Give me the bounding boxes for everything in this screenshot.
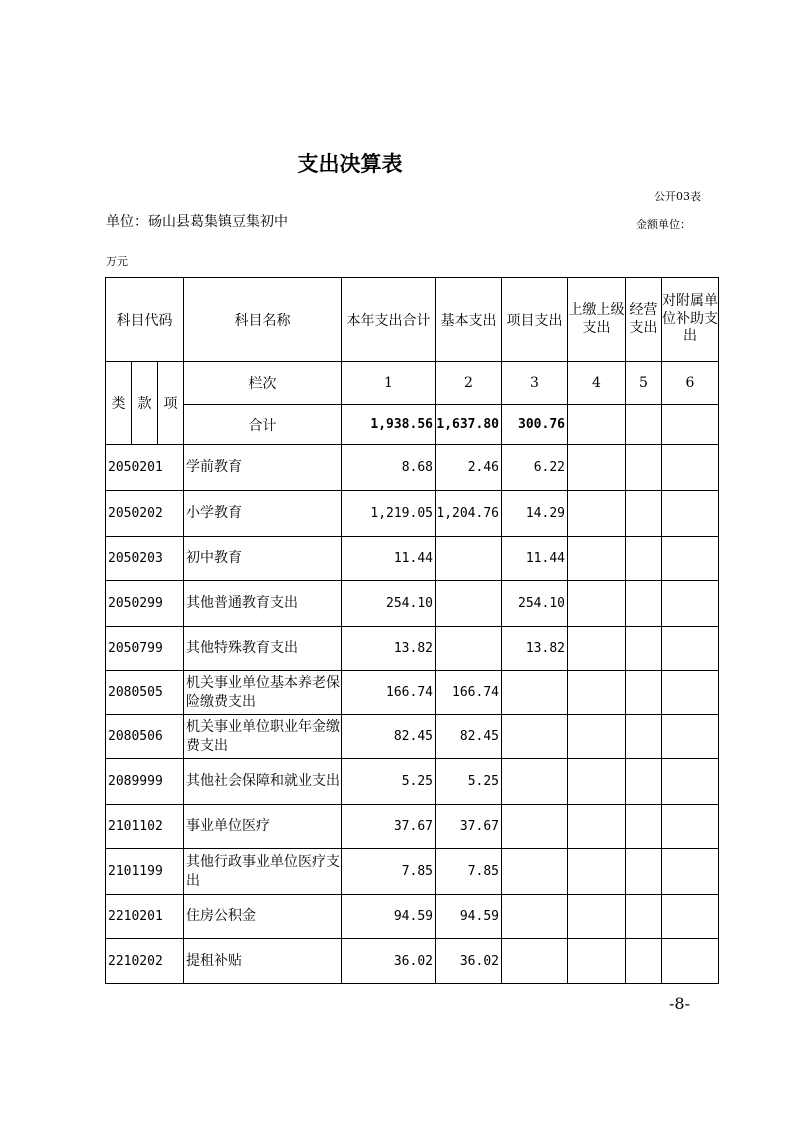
row-subsidy xyxy=(662,671,719,715)
row-project xyxy=(502,805,568,849)
table-row xyxy=(106,537,719,581)
row-operating xyxy=(626,759,662,805)
sum-label: 合计 xyxy=(184,405,342,445)
row-operating xyxy=(626,805,662,849)
row-upper xyxy=(568,627,626,671)
row-project: 14.29 xyxy=(502,491,568,537)
header-code: 科目代码 xyxy=(106,278,184,362)
row-project xyxy=(502,849,568,895)
row-basic xyxy=(436,537,502,581)
header-subsidy: 对附属单位补助支出 xyxy=(662,278,719,362)
row-operating xyxy=(626,491,662,537)
row-code: 2089999 xyxy=(106,759,184,805)
row-total: 82.45 xyxy=(342,715,436,759)
row-basic: 7.85 xyxy=(436,849,502,895)
table-row xyxy=(106,491,719,537)
row-subsidy xyxy=(662,759,719,805)
row-name: 提租补贴 xyxy=(184,939,342,984)
row-total: 7.85 xyxy=(342,849,436,895)
row-name: 事业单位医疗 xyxy=(184,805,342,849)
row-subsidy xyxy=(662,805,719,849)
row-code: 2050202 xyxy=(106,491,184,537)
row-project xyxy=(502,895,568,939)
row-operating xyxy=(626,445,662,491)
header-name: 科目名称 xyxy=(184,278,342,362)
row-operating xyxy=(626,671,662,715)
row-project: 13.82 xyxy=(502,627,568,671)
row-code: 2050201 xyxy=(106,445,184,491)
table-row xyxy=(106,849,719,895)
row-basic xyxy=(436,581,502,627)
row-upper xyxy=(568,671,626,715)
row-upper xyxy=(568,537,626,581)
row-upper xyxy=(568,849,626,895)
column-number-label: 栏次 xyxy=(184,362,342,405)
table-row xyxy=(106,445,719,491)
row-code: 2210202 xyxy=(106,939,184,984)
header-project: 项目支出 xyxy=(502,278,568,362)
row-basic: 5.25 xyxy=(436,759,502,805)
row-subsidy xyxy=(662,895,719,939)
row-name: 学前教育 xyxy=(184,445,342,491)
row-basic: 2.46 xyxy=(436,445,502,491)
row-project xyxy=(502,671,568,715)
row-project: 254.10 xyxy=(502,581,568,627)
row-code: 2101199 xyxy=(106,849,184,895)
header-total: 本年支出合计 xyxy=(342,278,436,362)
row-subsidy xyxy=(662,715,719,759)
col-number-5: 5 xyxy=(626,362,662,405)
row-operating xyxy=(626,939,662,984)
sum-project: 300.76 xyxy=(502,405,568,445)
col-number-2: 2 xyxy=(436,362,502,405)
row-name: 初中教育 xyxy=(184,537,342,581)
sum-operating xyxy=(626,405,662,445)
table-row xyxy=(106,805,719,849)
row-operating xyxy=(626,849,662,895)
amount-unit-value: 万元 xyxy=(106,255,128,268)
row-total: 5.25 xyxy=(342,759,436,805)
sum-basic: 1,637.80 xyxy=(436,405,502,445)
row-upper xyxy=(568,715,626,759)
table-row xyxy=(106,895,719,939)
row-subsidy xyxy=(662,445,719,491)
row-total: 13.82 xyxy=(342,627,436,671)
row-code: 2050203 xyxy=(106,537,184,581)
col-number-6: 6 xyxy=(662,362,719,405)
amount-unit-label: 金额单位： xyxy=(636,218,691,231)
row-name: 其他行政事业单位医疗支出 xyxy=(184,849,342,895)
row-code: 2050299 xyxy=(106,581,184,627)
row-total: 254.10 xyxy=(342,581,436,627)
col-number-1: 1 xyxy=(342,362,436,405)
table-row xyxy=(106,627,719,671)
row-name: 小学教育 xyxy=(184,491,342,537)
row-name: 其他特殊教育支出 xyxy=(184,627,342,671)
header-row xyxy=(106,278,719,362)
header-kuan: 款 xyxy=(132,362,158,445)
unit-label: 单位：砀山县葛集镇豆集初中 xyxy=(106,214,288,230)
column-number-row xyxy=(106,362,719,405)
row-name: 住房公积金 xyxy=(184,895,342,939)
row-upper xyxy=(568,445,626,491)
table-row xyxy=(106,671,719,715)
col-number-4: 4 xyxy=(568,362,626,405)
sum-upper xyxy=(568,405,626,445)
row-code: 2080505 xyxy=(106,671,184,715)
row-upper xyxy=(568,759,626,805)
row-upper xyxy=(568,939,626,984)
form-number: 公开03表 xyxy=(654,190,701,203)
row-total: 1,219.05 xyxy=(342,491,436,537)
row-subsidy xyxy=(662,939,719,984)
row-code: 2210201 xyxy=(106,895,184,939)
header-basic: 基本支出 xyxy=(436,278,502,362)
header-lei: 类 xyxy=(106,362,132,445)
row-upper xyxy=(568,491,626,537)
row-project: 6.22 xyxy=(502,445,568,491)
row-project: 11.44 xyxy=(502,537,568,581)
row-basic: 36.02 xyxy=(436,939,502,984)
row-basic: 94.59 xyxy=(436,895,502,939)
header-upper: 上缴上级支出 xyxy=(568,278,626,362)
row-basic: 82.45 xyxy=(436,715,502,759)
col-number-3: 3 xyxy=(502,362,568,405)
row-basic: 37.67 xyxy=(436,805,502,849)
row-project xyxy=(502,939,568,984)
row-subsidy xyxy=(662,491,719,537)
page-number: -8- xyxy=(669,994,690,1013)
row-total: 11.44 xyxy=(342,537,436,581)
page-title: 支出决算表 xyxy=(297,152,403,176)
row-operating xyxy=(626,581,662,627)
row-total: 166.74 xyxy=(342,671,436,715)
table-row xyxy=(106,715,719,759)
row-project xyxy=(502,715,568,759)
expenditure-table xyxy=(105,277,719,984)
row-total: 37.67 xyxy=(342,805,436,849)
header-operating: 经营支出 xyxy=(626,278,662,362)
row-operating xyxy=(626,627,662,671)
row-name: 机关事业单位基本养老保险缴费支出 xyxy=(184,671,342,715)
sum-total: 1,938.56 xyxy=(342,405,436,445)
row-name: 其他普通教育支出 xyxy=(184,581,342,627)
header-xiang: 项 xyxy=(158,362,184,445)
row-basic xyxy=(436,627,502,671)
row-code: 2080506 xyxy=(106,715,184,759)
row-subsidy xyxy=(662,581,719,627)
row-operating xyxy=(626,895,662,939)
row-subsidy xyxy=(662,537,719,581)
row-upper xyxy=(568,581,626,627)
row-code: 2101102 xyxy=(106,805,184,849)
row-total: 36.02 xyxy=(342,939,436,984)
sum-subsidy xyxy=(662,405,719,445)
totals-row xyxy=(106,405,719,445)
row-subsidy xyxy=(662,849,719,895)
row-total: 94.59 xyxy=(342,895,436,939)
row-operating xyxy=(626,537,662,581)
row-basic: 166.74 xyxy=(436,671,502,715)
table-row xyxy=(106,939,719,984)
table-row xyxy=(106,581,719,627)
row-name: 其他社会保障和就业支出 xyxy=(184,759,342,805)
row-total: 8.68 xyxy=(342,445,436,491)
row-basic: 1,204.76 xyxy=(436,491,502,537)
row-upper xyxy=(568,895,626,939)
row-subsidy xyxy=(662,627,719,671)
row-upper xyxy=(568,805,626,849)
row-code: 2050799 xyxy=(106,627,184,671)
table-row xyxy=(106,759,719,805)
row-operating xyxy=(626,715,662,759)
row-project xyxy=(502,759,568,805)
row-name: 机关事业单位职业年金缴费支出 xyxy=(184,715,342,759)
